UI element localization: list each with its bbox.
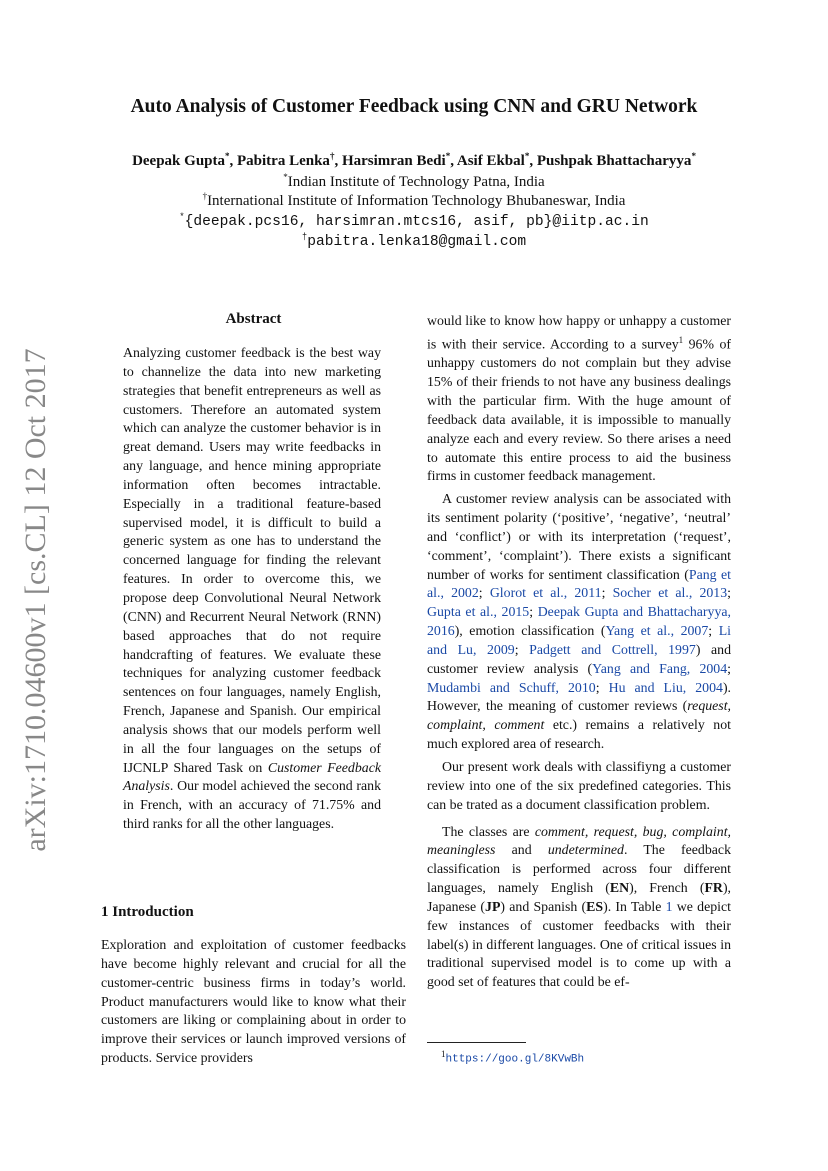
- footnote-url-link[interactable]: https://goo.gl/8KVwBh: [445, 1053, 585, 1066]
- citation-link[interactable]: Socher et al., 2013: [612, 585, 728, 601]
- intro-paragraph-1-end: would like to know how happy or unhappy a customer is with their service. According to a survey$^1$ 96% of unhappy customers do not complain but they advise 15% of their friends to not have any business dealings with the particular firm. With the huge amount of feedback data available, it is impossible to manually analyze each and every review. So there arises a need to automate this entire process to aid the business firms in customer feedback management.: [427, 313, 731, 484]
- citation-link[interactable]: Glorot et al., 2011: [489, 585, 602, 601]
- paper-title: Auto Analysis of Customer Feedback using CNN and GRU Network: [130, 96, 698, 117]
- citation-link[interactable]: Mudambi and Schuff, 2010: [427, 679, 596, 695]
- intro-paragraph-1-start: Exploration and exploitation of customer feedbacks have become highly relevant and crucial for all the customer-centric business firms in today’s world. Product manufacturers would like to know what their customers are liking or complaining about in order to improve their services or launch improved versions of products. Service providers: [101, 937, 406, 1066]
- citation-link[interactable]: Gupta et al., 2015: [427, 604, 530, 620]
- introduction-heading: 1 Introduction: [101, 904, 194, 920]
- footnote: [441, 1049, 584, 1066]
- right-column-text: [427, 312, 731, 992]
- email-iitp: *{deepak.pcs16, harsimran.mtcs16, asif, pb}@iitp.ac.in: [179, 212, 649, 230]
- footnote-rule: [427, 1042, 526, 1043]
- citation-link[interactable]: Yang et al., 2007: [605, 623, 709, 639]
- citation-link[interactable]: Deepak Gupta and Bhattacharyya, 2016: [427, 604, 731, 639]
- citation-link[interactable]: Li and Lu, 2009: [427, 623, 731, 657]
- author-list: Deepak Gupta*, Pabitra Lenka†, Harsimran Bedi*, Asif Ekbal*, Pushpak Bhattacharyya*: [132, 151, 696, 169]
- table-reference-link[interactable]: 1: [665, 898, 673, 914]
- affiliation-iiit-bhubaneswar: †International Institute of Information Technology Bhubaneswar, India: [202, 191, 626, 209]
- affiliation-iit-patna: *Indian Institute of Technology Patna, India: [283, 172, 545, 190]
- abstract-text: Analyzing customer feedback is the best way to channelize the data into new marketing strategies that benefit entrepreneurs as well as customers. Therefore an automated system which can analyze the customer behavior is in great demand. Users may write feedbacks in any language, and hence mining appropriate information often becomes intractable. Especially in a traditional feature-based supervised model, it is difficult to build a generic system as one has to understand the concerned language for finding the relevant features. In order to overcome this, we propose deep Convolutional Neural Network (CNN) and Recurrent Neural Network (RNN) based approaches that do not require handcrafting of features. We evaluate these techniques for analyzing customer feedback sentences on four languages, namely English, French, Japanese and Spanish. Our empirical analysis shows that our models perform well in all the four languages on the setups of IJCNLP Shared Task on Customer Feedback Analysis. Our model achieved the second rank in French, with an accuracy of 71.75% and third ranks for all the other languages.: [123, 345, 381, 832]
- email-gmail: †pabitra.lenka18@gmail.com: [301, 232, 527, 250]
- citation-link[interactable]: Pang et al., 2002: [427, 566, 732, 601]
- citation-link[interactable]: Padgett and Cottrell, 1997: [529, 641, 696, 657]
- intro-paragraph-2: A customer review analysis can be associated with its sentiment polarity (‘positive’, ‘negative’, ‘neutral’ and ‘conflict’) or with its interpretation (‘request’, ‘comment’, ‘complaint’). There exists a significant number of works for sentiment classification (Pang et al., 2002; Glorot et al., 2011; Socher et al., 2013; Gupta et al., 2015; Deepak Gupta and Bhattacharyya, 2016), emotion classification (Yang et al., 2007; Li and Lu, 2009; Padgett and Cottrell, 1997) and customer review analysis (Yang and Fang, 2004; Mudambi and Schuff, 2010; Hu and Liu, 2004). However, the meaning of customer reviews (request, complaint, comment etc.) remains a relatively not much explored area of research.: [427, 491, 732, 752]
- abstract-heading: Abstract: [225, 311, 282, 327]
- intro-paragraph-4: The classes are comment, request, bug, complaint, meaningless and undetermined. The feedback classification is performed across four different languages, namely English (EN), French (FR), Japanese (JP) and Spanish (ES). In Table 1 we depict few instances of customer feedbacks with their label(s) in different languages. One of critical issues in traditional supervised model is to come up with a good set of features that could be ef-: [427, 823, 732, 990]
- citation-link[interactable]: Hu and Liu, 2004: [608, 679, 723, 695]
- intro-paragraph-3: Our present work deals with classifiyng a customer review into one of the six predefined categories. This can be trated as a document classification problem.: [427, 759, 731, 812]
- citation-link[interactable]: Yang and Fang, 2004: [592, 660, 728, 676]
- footnote-marker: 1: [441, 1049, 446, 1059]
